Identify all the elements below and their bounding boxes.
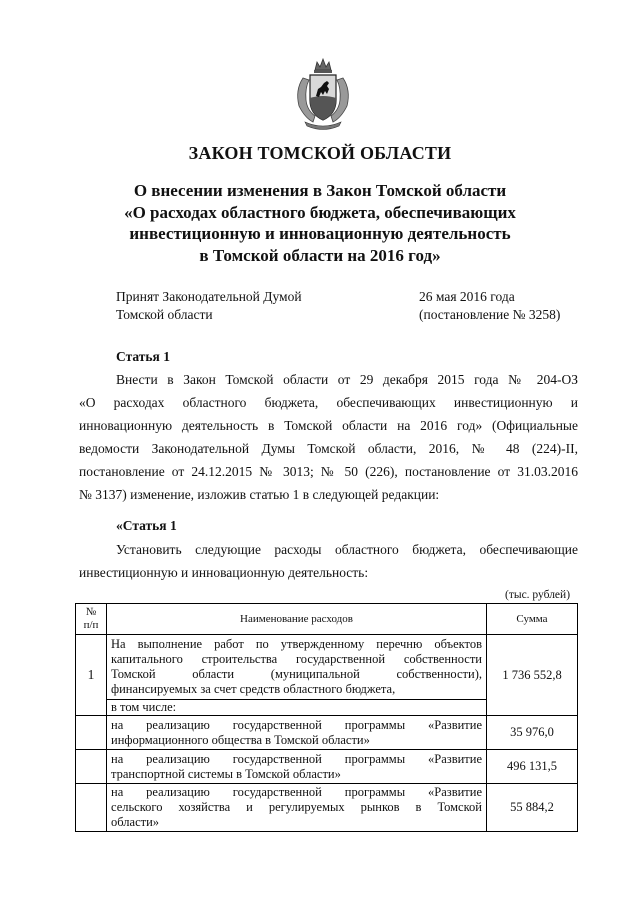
- row-number: [76, 716, 107, 750]
- law-title: ЗАКОН ТОМСКОЙ ОБЛАСТИ: [188, 143, 452, 163]
- expenses-table: [75, 603, 578, 832]
- row-sum: 496 131,5: [487, 750, 578, 784]
- article-1-text: Внести в Закон Томской области от 29 декабря 2015 года № 204-ОЗ «О расходах областного бюджета, обеспечивающих инвестиционную и инновационную деятельность в Томской области на 2016 год» (Официальные ведомости Законодательной Думы Томской области, 2016, № 48 (224)-II, постановление от 24.12.2015 № 3013; № 50 (226), постановление от 31.03.2016 № 3137) изменение, изложив статью 1 в следующей редакции:: [79, 372, 578, 502]
- header-number: № п/п: [76, 604, 107, 635]
- header-name: Наименование расходов: [107, 604, 487, 635]
- row-sum: 1 736 552,8: [487, 635, 578, 716]
- table-row: [76, 750, 578, 784]
- table-row: [76, 635, 578, 700]
- row-name: на реализацию государственной программы «Развитие сельского хозяйства и регулируемых рынков в Томской области»: [107, 784, 487, 832]
- row-number: 1: [76, 635, 107, 716]
- row-number: [76, 750, 107, 784]
- row-number: [76, 784, 107, 832]
- article-1-heading: Статья 1: [116, 349, 170, 364]
- row-name: на реализацию государственной программы «Развитие транспортной системы в Томской области»: [107, 750, 487, 784]
- row-sum: 35 976,0: [487, 716, 578, 750]
- new-article-heading: «Статья 1: [116, 518, 177, 533]
- header-sum: Сумма: [487, 604, 578, 635]
- coat-of-arms-emblem: [291, 56, 355, 130]
- table-header-row: [76, 604, 578, 635]
- row-name: на реализацию государственной программы «Развитие информационного общества в Томской области»: [107, 716, 487, 750]
- row-name: На выполнение работ по утвержденному перечню объектов капитального строительства государственной собственности Томской области (муниципальной собственности), финансируемых за счет средств областного бюджета,: [107, 635, 487, 700]
- table-row: [76, 716, 578, 750]
- row-name: в том числе:: [107, 700, 487, 716]
- row-sum: 55 884,2: [487, 784, 578, 832]
- law-subtitle: О внесении изменения в Закон Томской области «О расходах областного бюджета, обеспечивающих инвестиционную и инновационную деятельность в Томской области на 2016 год»: [124, 181, 516, 265]
- table-unit: (тыс. рублей): [505, 589, 571, 601]
- table-row: [76, 784, 578, 832]
- adoption-date: 26 мая 2016 года (постановление № 3258): [419, 289, 561, 322]
- adopted-by: Принят Законодательной Думой Томской области: [116, 289, 302, 322]
- new-article-text: Установить следующие расходы областного бюджета, обеспечивающие инвестиционную и инновационную деятельность:: [79, 542, 578, 580]
